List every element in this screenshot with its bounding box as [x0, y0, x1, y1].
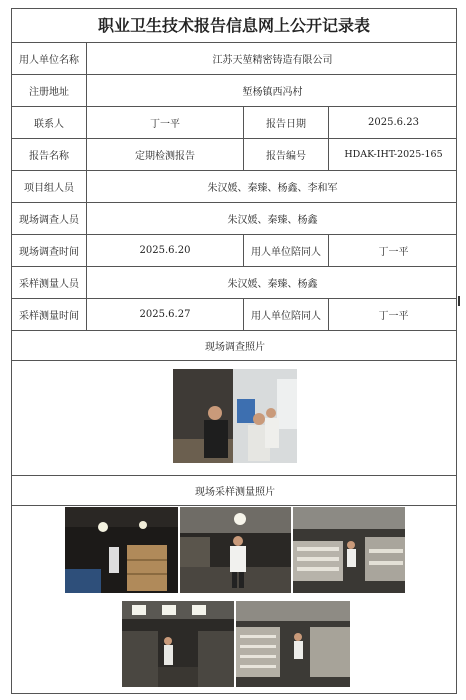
report-no-label: 报告编号 [244, 139, 329, 170]
sampling-staff-label: 采样测量人员 [12, 267, 87, 298]
survey-staff-label: 现场调查人员 [12, 203, 87, 234]
sampling-photos-heading: 现场采样测量照片 [195, 487, 275, 498]
survey-photo-area [12, 361, 456, 476]
address-value: 堑杨镇西冯村 [242, 87, 303, 98]
sampling-time-label: 采样测量时间 [12, 299, 87, 330]
survey-staff-value: 朱汉媛、秦臻、杨鑫 [227, 215, 318, 226]
survey-photos-heading-row [12, 331, 456, 361]
sampling-photo-5 [236, 601, 350, 687]
row-team [12, 171, 456, 203]
scroll-marker [458, 296, 460, 306]
sampling-photo-1 [65, 507, 178, 593]
row-sampling-time [12, 299, 456, 331]
report-name-label: 报告名称 [12, 139, 87, 170]
sampling-photos-heading-row [12, 476, 456, 506]
row-survey-staff [12, 203, 456, 235]
report-name-value: 定期检测报告 [87, 139, 244, 170]
record-sheet [11, 8, 457, 694]
survey-escort-value: 丁一平 [378, 247, 409, 258]
contact-value: 丁一平 [87, 107, 244, 138]
address-label: 注册地址 [12, 75, 87, 106]
sampling-staff-value: 朱汉媛、秦臻、杨鑫 [227, 279, 318, 290]
row-report [12, 139, 456, 171]
survey-photos-heading: 现场调查照片 [205, 342, 265, 353]
survey-time-value: 2025.6.20 [87, 235, 244, 266]
row-sampling-staff [12, 267, 456, 299]
employer-label: 用人单位名称 [12, 43, 87, 74]
row-address [12, 75, 456, 107]
sampling-time-value: 2025.6.27 [87, 299, 244, 330]
report-no-value: HDAK-IHT-2025-165 [344, 149, 443, 160]
row-employer [12, 43, 456, 75]
survey-photo [173, 369, 297, 463]
survey-escort-label: 用人单位陪同人 [244, 235, 329, 266]
sampling-escort-value: 丁一平 [378, 311, 409, 322]
sampling-photo-2 [180, 507, 291, 593]
report-date-value: 2025.6.23 [368, 117, 419, 128]
page-title: 职业卫生技术报告信息网上公开记录表 [12, 9, 456, 43]
sampling-photo-4 [122, 601, 234, 687]
sampling-photo-3 [293, 507, 405, 593]
team-label: 项目组人员 [12, 171, 87, 202]
row-survey-time [12, 235, 456, 267]
row-contact [12, 107, 456, 139]
sampling-escort-label: 用人单位陪同人 [244, 299, 329, 330]
survey-time-label: 现场调查时间 [12, 235, 87, 266]
report-date-label: 报告日期 [244, 107, 329, 138]
contact-label: 联系人 [12, 107, 87, 138]
employer-value: 江苏天堃精密铸造有限公司 [212, 55, 333, 66]
team-value: 朱汉媛、秦臻、杨鑫、李和军 [207, 183, 338, 194]
sampling-photo-area [12, 506, 458, 695]
